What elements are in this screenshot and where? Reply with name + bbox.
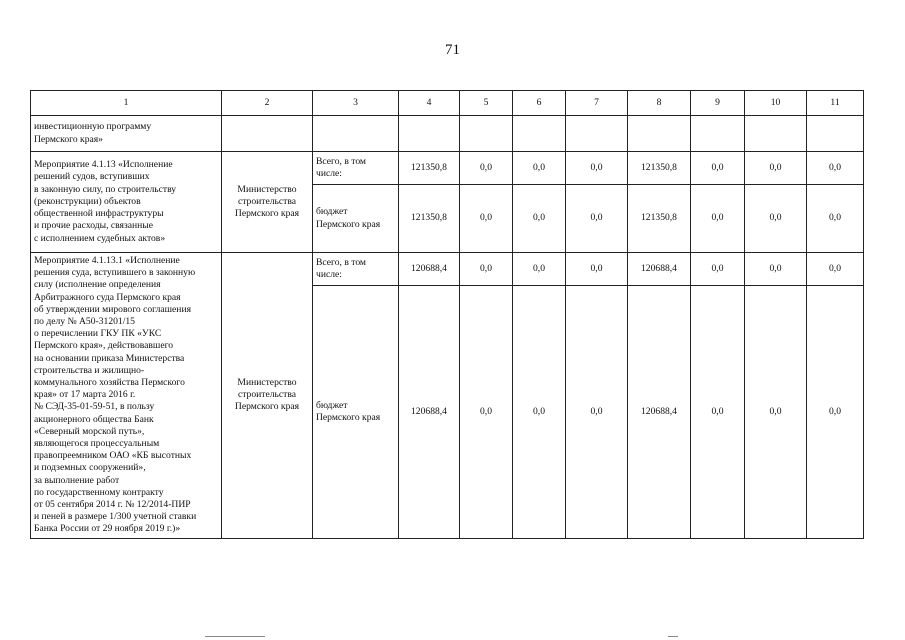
measure-description: Мероприятие 4.1.13 «Исполнение решений судов, вступивших в законную силу, по строительству (реконструкции) объектов общественной инфраструктуры и прочие расходы, связанные с исполнением судебных актов»	[31, 152, 222, 253]
header-cell: 2	[222, 91, 313, 116]
value-cell: 0,0	[807, 152, 864, 185]
value-cell: 0,0	[566, 253, 628, 286]
header-cell: 6	[513, 91, 566, 116]
value-cell: 0,0	[566, 286, 628, 539]
empty-cell	[460, 116, 513, 152]
empty-cell	[807, 116, 864, 152]
table-row-measure-b-total	[31, 253, 864, 286]
measure-description: Мероприятие 4.1.13.1 «Исполнение решения суда, вступившего в законную силу (исполнение определения Арбитражного суда Пермского края об утверждении мирового соглашения по делу № А50-31201/15 о перечислении ГКУ ПК «УКС Пермского края», действовавшего на основании приказа Министерства строительства и жилищно- коммунального хозяйства Пермского края» от 17 марта 2016 г. № СЭД-35-01-59-51, в пользу акционерного общества Банк «Северный морской путь», являющегося процессуальным правопреемником ОАО «КБ высотных и подземных сооружений», за выполнение работ по государственному контракту от 05 сентября 2014 г. № 12/2014-ПИР и пеней в размере 1/300 учетной ставки Банка России от 29 ноября 2019 г.)»	[31, 253, 222, 539]
value-cell: 0,0	[745, 253, 807, 286]
measure-description: инвестиционную программу Пермского края»	[31, 116, 222, 152]
value-cell: 0,0	[566, 185, 628, 253]
funding-source: Всего, в том числе:	[313, 152, 399, 185]
value-cell: 121350,8	[399, 152, 460, 185]
header-cell: 9	[691, 91, 745, 116]
empty-cell	[399, 116, 460, 152]
footer-rule	[205, 636, 265, 637]
empty-cell	[513, 116, 566, 152]
value-cell: 0,0	[513, 253, 566, 286]
value-cell: 0,0	[691, 152, 745, 185]
value-cell: 0,0	[807, 253, 864, 286]
value-cell: 120688,4	[399, 253, 460, 286]
value-cell: 0,0	[513, 286, 566, 539]
table-row-measure-a-total	[31, 152, 864, 185]
header-cell: 4	[399, 91, 460, 116]
value-cell: 0,0	[691, 286, 745, 539]
empty-cell	[691, 116, 745, 152]
header-cell: 7	[566, 91, 628, 116]
header-row	[31, 91, 864, 116]
value-cell: 0,0	[807, 286, 864, 539]
value-cell: 0,0	[460, 253, 513, 286]
value-cell: 0,0	[566, 152, 628, 185]
value-cell: 0,0	[513, 152, 566, 185]
header-cell: 3	[313, 91, 399, 116]
value-cell: 0,0	[745, 152, 807, 185]
empty-cell	[222, 116, 313, 152]
page-number: 71	[445, 42, 460, 58]
header-cell: 5	[460, 91, 513, 116]
value-cell: 0,0	[513, 185, 566, 253]
funding-source: Всего, в том числе:	[313, 253, 399, 286]
executor-cell: Министерство строительства Пермского края	[222, 152, 313, 253]
value-cell: 120688,4	[399, 286, 460, 539]
value-cell: 0,0	[745, 286, 807, 539]
funding-source: бюджет Пермского края	[313, 286, 399, 539]
value-cell: 0,0	[460, 286, 513, 539]
empty-cell	[313, 116, 399, 152]
value-cell: 0,0	[691, 185, 745, 253]
value-cell: 121350,8	[399, 185, 460, 253]
table-row-continuation	[31, 116, 864, 152]
value-cell: 0,0	[460, 152, 513, 185]
budget-table	[30, 90, 864, 539]
header-cell: 10	[745, 91, 807, 116]
header-cell: 8	[628, 91, 691, 116]
value-cell: 0,0	[807, 185, 864, 253]
header-cell: 11	[807, 91, 864, 116]
value-cell: 120688,4	[628, 253, 691, 286]
header-cell: 1	[31, 91, 222, 116]
value-cell: 0,0	[691, 253, 745, 286]
value-cell: 121350,8	[628, 152, 691, 185]
executor-cell: Министерство строительства Пермского края	[222, 253, 313, 539]
empty-cell	[628, 116, 691, 152]
funding-source: бюджет Пермского края	[313, 185, 399, 253]
footer-rule	[668, 636, 678, 637]
value-cell: 0,0	[745, 185, 807, 253]
empty-cell	[745, 116, 807, 152]
empty-cell	[566, 116, 628, 152]
value-cell: 0,0	[460, 185, 513, 253]
value-cell: 120688,4	[628, 286, 691, 539]
value-cell: 121350,8	[628, 185, 691, 253]
